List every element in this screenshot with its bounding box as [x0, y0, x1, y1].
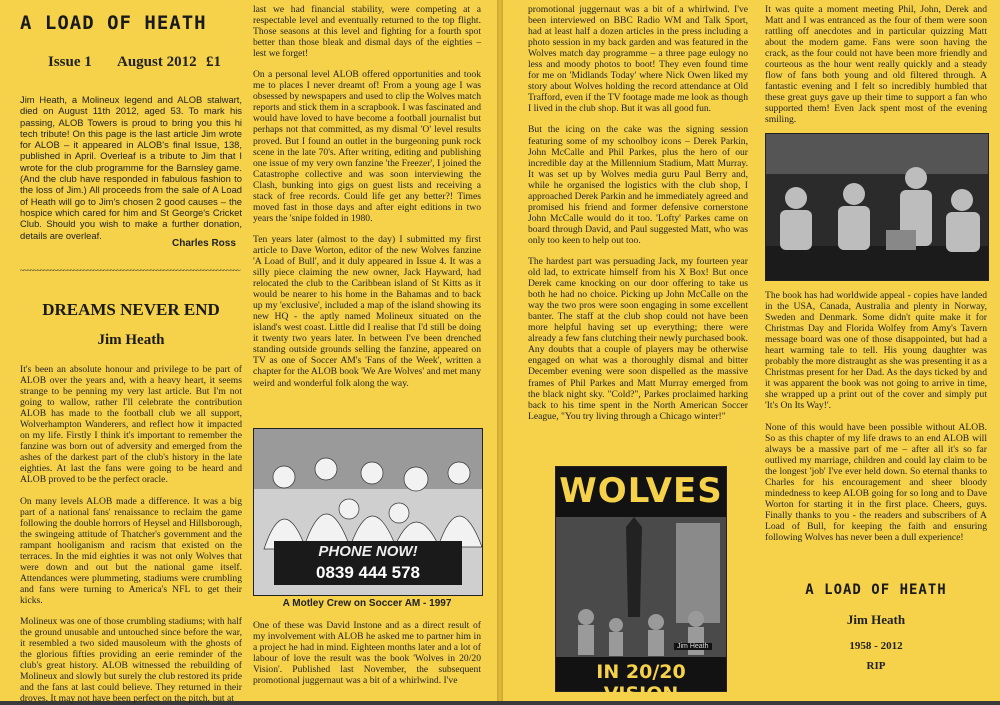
paragraph: None of this would have been possible without ALOB. So as this chapter of my life draws to an end ALOB will always be a massive part of me – after all it's so far outlived my marriage, children and could lay claim to be the longest 'job' I've ever held down. So eternal thanks to Charles for his encouragement and sheer bloody mindedness to keep ALOB going for so long and to Dave Worton for starting it in the first place. Cheers, guys. Finally thanks to you - the readers and subscribers of A Load of Bull, for keeping the faith and ensuring following Wolves has never been a dull experience! — [765, 421, 987, 543]
book-title-top: WOLVES — [559, 471, 723, 511]
paragraph: One of these was David Instone and as a direct result of my involvement with ALOB he asked me to partner him in a project he had in mind. Eighteen months later and a lot of labour of love the result was the book 'Wolves in 20/20 Vision'. Published last November, the subsequent promotional juggernaut was a bit of a whirlwind. I've — [253, 620, 481, 687]
rip-text: RIP — [866, 660, 886, 672]
signing-photo-illustration — [766, 134, 988, 280]
book-cover — [555, 466, 727, 705]
issue-price: £1 — [206, 54, 221, 70]
article-column-4-top — [765, 4, 987, 128]
phone-number: 0839 444 578 — [316, 563, 420, 582]
phone-now-text: PHONE NOW! — [318, 543, 418, 560]
rip-masthead: A LOAD OF HEATH — [805, 582, 947, 598]
issue-number: Issue 1 — [48, 54, 92, 70]
article-column-2-bottom — [253, 620, 481, 698]
book-title-bottom: IN 20/20 VISION — [596, 661, 686, 705]
paragraph: On many levels ALOB made a difference. It was a big part of a national fans' renaissance to reclaim the game following the double horrors of Heysel and Hillsborough, the swingeing attitude of Thatcher's government and the rampant hooliganism and racism that existed on the terraces. In the mid eighties it was not only Wolves that were down and out but the national game itself. Attendances were plummeting, stadiums were crumbling and fans were turning to America's NFL to get their kicks. — [20, 495, 242, 606]
paragraph: The book has had worldwide appeal - copies have landed in the USA, Canada, Australia and plenty in Norway, Sweden and Denmark. Some didn't quite make it for Christmas Day and Florida Wolfey from Amy's Tavern message board was one of those disappointed, but had a heart warming tale to tell. His young daughter was probably the more distraught as she was presenting it as a Christmas present for her Dad. As the days ticked by and it was apparent the book was not going to arrive in time, she wrapped up a print out of the cover and simply put 'It's On Its Way!'. — [765, 290, 987, 412]
rip-name: Jim Heath — [846, 612, 906, 627]
masthead: A LOAD OF HEATH — [20, 12, 207, 34]
paragraph: The hardest part was persuading Jack, my fourteen year old lad, to extricate himself from his X Box! But once Derek came knocking on our door offering to take us both he had no choice. Picking up John McCalle on the way the two pros were soon engaging in some excellent banter. The staff at the club shop could not have been more helpful having set up everything; there were already a few fans clutching their newly purchased book. Any doubts that a couple of players may be otherwise engaged on what was a thoroughly dismal and bitter December evening were soon dispelled as the massive frames of Phil Parkes and Matt Murray emerged from the black night sky. "Cold?", Parkes proclaimed harking back to his time spent in the North American Soccer League, "You try living through a Chicago winter!" — [528, 255, 748, 422]
article-title: DREAMS NEVER END — [42, 300, 220, 319]
paragraph: last we had financial stability, were competing at a respectable level and eventually returned to the top flight. Those seasons at this level and fighting for a fourth spot better than those bleak and dismal days of the eighties – lest we forget! — [253, 4, 481, 60]
intro-text: Jim Heath, a Molineux legend and ALOB stalwart, died on August 11th 2012, aged 53. To mark his passing, ALOB Towers is proud to bring you this hi tech tribute! On this page is the last article Jim wrote for ALOB – it appeared in ALOB's final Issue, 138, published in April. Overleaf is a tribute to Jim that I wrote for the club programme for the Barnsley game. (And the club have responded in fabulous fashion to the loss of Jim.) All proceeds from the sale of A Load of Heath will go to Jim's chosen 2 good causes – the hospice which cared for him and St George's Cricket Club. Should you wish to make a further donation, details are overleaf. — [20, 94, 242, 241]
paragraph: On a personal level ALOB offered opportunities and took me to places I never dreamt of! From a young age I was obsessed by newspapers and used to clip the Wolves match reports and stick them in a scrapbook. I was fascinated and would have loved to have become a football journalist but perhaps not that committed, as my dismal 'O' level results proved. But I found an outlet in the burgeoning punk rock scene in the late 70's. After writing, editing and publishing one issue of my very own fanzine 'the Freezer', I joined the Catastrophe collective and was soon interviewing the Clash, bunking into gigs on guest lists and receiving a stack of free records. Could life get any better?! Times moved fast in those days and after eight editions in two years the 'snipe folded in 1980. — [253, 69, 481, 224]
article-column-1 — [20, 364, 242, 705]
article-column-2 — [253, 4, 481, 422]
intro-signature: Charles Ross — [172, 238, 236, 249]
paragraph: promotional juggernaut was a bit of a whirlwind. I've been interviewed on BBC Radio WM and Talk Sport, had at least half a dozen articles in the press including a photo session in my back garden and was featured in the Wolves match day programme – a three page eulogy no less and moody photos to boot! They even found time for me on 'Midlands Today' where Nick Owen liked my story about Wolves holding the record attendance at Old Trafford, even if the TV footage made me look as though I lived in the club shop. But it was all good fun. — [528, 4, 748, 115]
rip-years: 1958 - 2012 — [849, 640, 903, 652]
right-page — [503, 0, 1000, 705]
article-column-3 — [528, 4, 748, 458]
article-author: Jim Heath — [97, 332, 165, 348]
section-divider: ~~~~~~~~~~~~~~~~~~~~~~~~~~~~~~~~~~~~~~~~~~~~~~~~~~~~~~~~~~~~~~~~~~ — [20, 266, 240, 275]
left-page — [0, 0, 497, 705]
paragraph: But the icing on the cake was the signing session featuring some of my schoolboy icons – Derek Parkin, John McCalle and Phil Parkes, plus the hero of our incredible day at the Millennium Stadium, Matt Murray. It was set up by Wolves media guru Paul Berry and, while he organised the logistics with the club shop, I approached Derek Parkin and he immediately agreed and promised his friend and former defensive cornerstone John McCalle would do it too. 'Lofty' Parkes came on board through David, and Paul suggested Matt, who was only too keen to help out too. — [528, 124, 748, 246]
paragraph: Molineux was one of those crumbling stadiums; with half the ground unusable and untouched since before the war, it resembled a two sided mausoleum with the ghosts of the glorious fifties providing an eerie reminder of the club's great history. ALOB witnessed the rebuilding of Molineux and slowly but surely the club restored its pride and the fans at last could believe. They returned in their droves. It may not have been perfect on the pitch, but at — [20, 615, 242, 705]
signing-session-photo — [765, 133, 989, 281]
soccer-am-photo — [253, 428, 483, 596]
article-column-4-mid — [765, 290, 987, 566]
paragraph: Ten years later (almost to the day) I submitted my first article to Dave Worton, editor of the new Wolves fanzine 'A Load of Bull', and it duly appeared in Issue 4. It was a silly piece claiming the new owner, Jack Hayward, had relocated the club to the Caribbean island of St Kitts as it would be nearer to his home in the Bahamas and to back up my 'exclusive', included a map of the island showing its new HQ - the aptly named Molineux situated on the island's west coast. Little did I realise that I'd still be doing it twenty two years later. In between I've been drenched standing outside grounds selling the fanzine, appeared on TV as one of Soccer AM's 'Fans of the Week', written a chapter for the ALOB book 'We Are Wolves' and met many weird and wonderful folk along the way. — [253, 233, 481, 389]
photo-caption: A Motley Crew on Soccer AM - 1997 — [282, 598, 452, 609]
paragraph: It was quite a moment meeting Phil, John, Derek and Matt and I was entranced as the four of them were soon rattling off anecdotes and in particular quizzing Matt about the modern game. Fans were soon having the crack, as the four could not have been more friendly and courteous as the hour went really quickly and a steady flow of fans both young and old filtered through. A fantastic evening and I felt so incredibly humbled that these great guys gave up their time to support a fan who supported them! Even Jack spent most of the evening smiling. — [765, 4, 987, 126]
paragraph: It's been an absolute honour and privilege to be part of ALOB over the years and, with a heavy heart, it seems strange to be penning my very last article. But I'm not going to wallow, rather I'll celebrate the contribution ALOB has made to the football club we all support, Wolverhampton Wanderers, and reflect how it impacted on my life. Firstly I think it's important to remember the fanzine was born out of adversity and emerged from the ashes of the darkest part of the club's history in the late eighties. At last the fans were going to be heard and ALOB proved to be the perfect oracle. — [20, 364, 242, 486]
book-author-tag: Jim Heath — [674, 643, 712, 650]
issue-date: August 2012 — [117, 54, 197, 70]
